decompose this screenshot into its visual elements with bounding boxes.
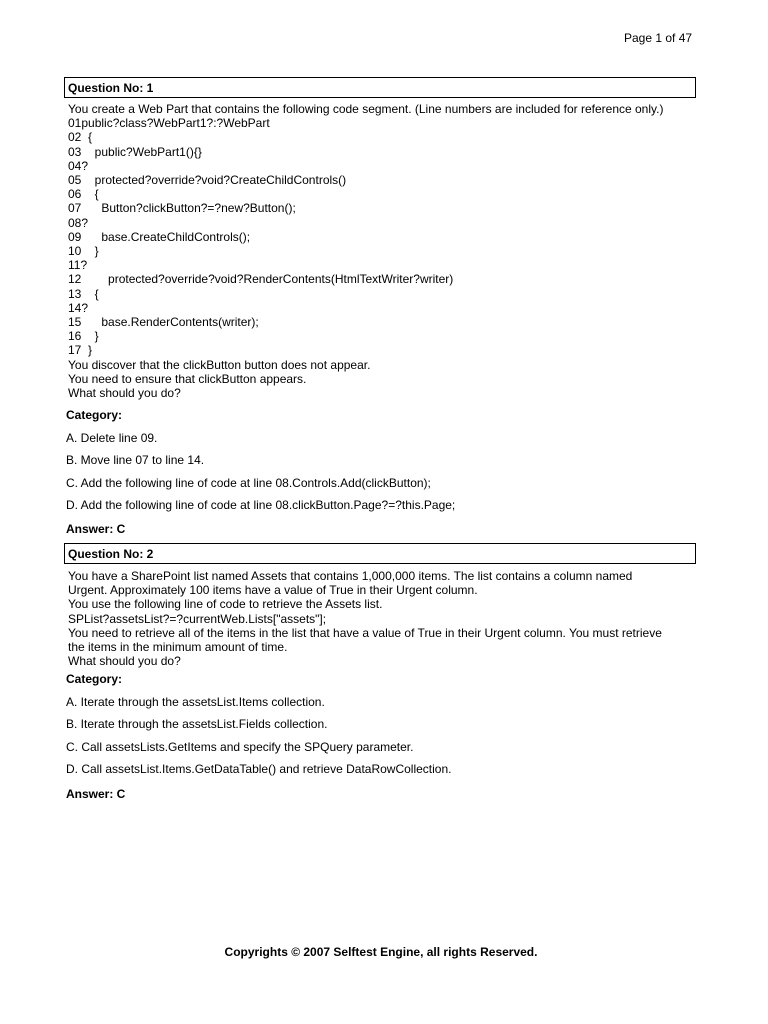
question-1-option-b: B. Move line 07 to line 14.: [66, 453, 205, 467]
question-2-option-c: C. Call assetsLists.GetItems and specify the SPQuery parameter.: [66, 740, 414, 754]
question-2-line: What should you do?: [68, 654, 181, 669]
question-2-line: the items in the minimum amount of time.: [68, 640, 288, 655]
question-2-option-a: A. Iterate through the assetsList.Items collection.: [66, 695, 325, 709]
question-1-line: 12 protected?override?void?RenderContents(HtmlTextWriter?writer): [68, 272, 454, 287]
question-1-line: 10 }: [68, 244, 99, 259]
question-1-line: 04?: [68, 158, 89, 173]
question-2-line: You have a SharePoint list named Assets that contains 1,000,000 items. The list contains a column named: [68, 569, 633, 583]
footer-copyright: [0, 945, 768, 959]
question-2-body: [68, 569, 698, 668]
question-2-line: You use the following line of code to retrieve the Assets list.: [68, 597, 383, 612]
question-1-title: Question No: 1: [64, 77, 696, 98]
question-1-line: 07 Button?clickButton?=?new?Button();: [68, 201, 296, 216]
question-1-option-a: A. Delete line 09.: [66, 431, 158, 445]
question-1-line: 17 }: [68, 343, 93, 358]
question-1-line: You create a Web Part that contains the following code segment. (Line numbers are included for reference only.): [68, 102, 664, 116]
question-1-line: 08?: [68, 215, 89, 230]
question-1-line: You discover that the clickButton button does not appear.: [68, 357, 371, 372]
copyright-text: Copyrights © 2007 Selftest Engine, all rights Reserved.: [224, 945, 538, 959]
question-2-category: Category:: [66, 672, 123, 686]
question-1-option-d: D. Add the following line of code at line 08.clickButton.Page?=?this.Page;: [66, 498, 456, 512]
question-1-line: 11?: [68, 258, 88, 273]
question-2-answer: Answer: C: [66, 787, 126, 801]
question-2-line: SPList?assetsList?=?currentWeb.Lists["assets"];: [68, 611, 327, 626]
question-1-line: 03 public?WebPart1(){}: [68, 144, 202, 159]
question-1-line: 02 {: [68, 130, 93, 145]
question-1-body: [68, 102, 698, 400]
question-2-option-b: B. Iterate through the assetsList.Fields collection.: [66, 717, 328, 731]
question-1-line: 13 {: [68, 286, 99, 301]
question-1-answer: Answer: C: [66, 522, 126, 536]
question-1-line: 09 base.CreateChildControls();: [68, 229, 251, 244]
question-1-line: 01public?class?WebPart1?:?WebPart: [68, 116, 270, 131]
question-1-category: Category:: [66, 408, 123, 422]
question-2-line: You need to retrieve all of the items in the list that have a value of True in their Urgent column. You must retrieve: [68, 625, 662, 640]
question-1-line: You need to ensure that clickButton appears.: [68, 371, 307, 386]
question-1-line: 16 }: [68, 329, 99, 344]
question-2-title: Question No: 2: [64, 543, 696, 564]
question-1-line: 14?: [68, 300, 89, 315]
question-2-line: Urgent. Approximately 100 items have a value of True in their Urgent column.: [68, 583, 478, 598]
question-1-line: 05 protected?override?void?CreateChildControls(): [68, 173, 347, 188]
question-2-option-d: D. Call assetsList.Items.GetDataTable() and retrieve DataRowCollection.: [66, 762, 452, 776]
question-1-line: 06 {: [68, 187, 99, 202]
question-1-line: 15 base.RenderContents(writer);: [68, 315, 259, 330]
question-1-option-c: C. Add the following line of code at line 08.Controls.Add(clickButton);: [66, 476, 431, 490]
question-1-line: What should you do?: [68, 386, 181, 401]
page-number: Page 1 of 47: [624, 31, 693, 45]
